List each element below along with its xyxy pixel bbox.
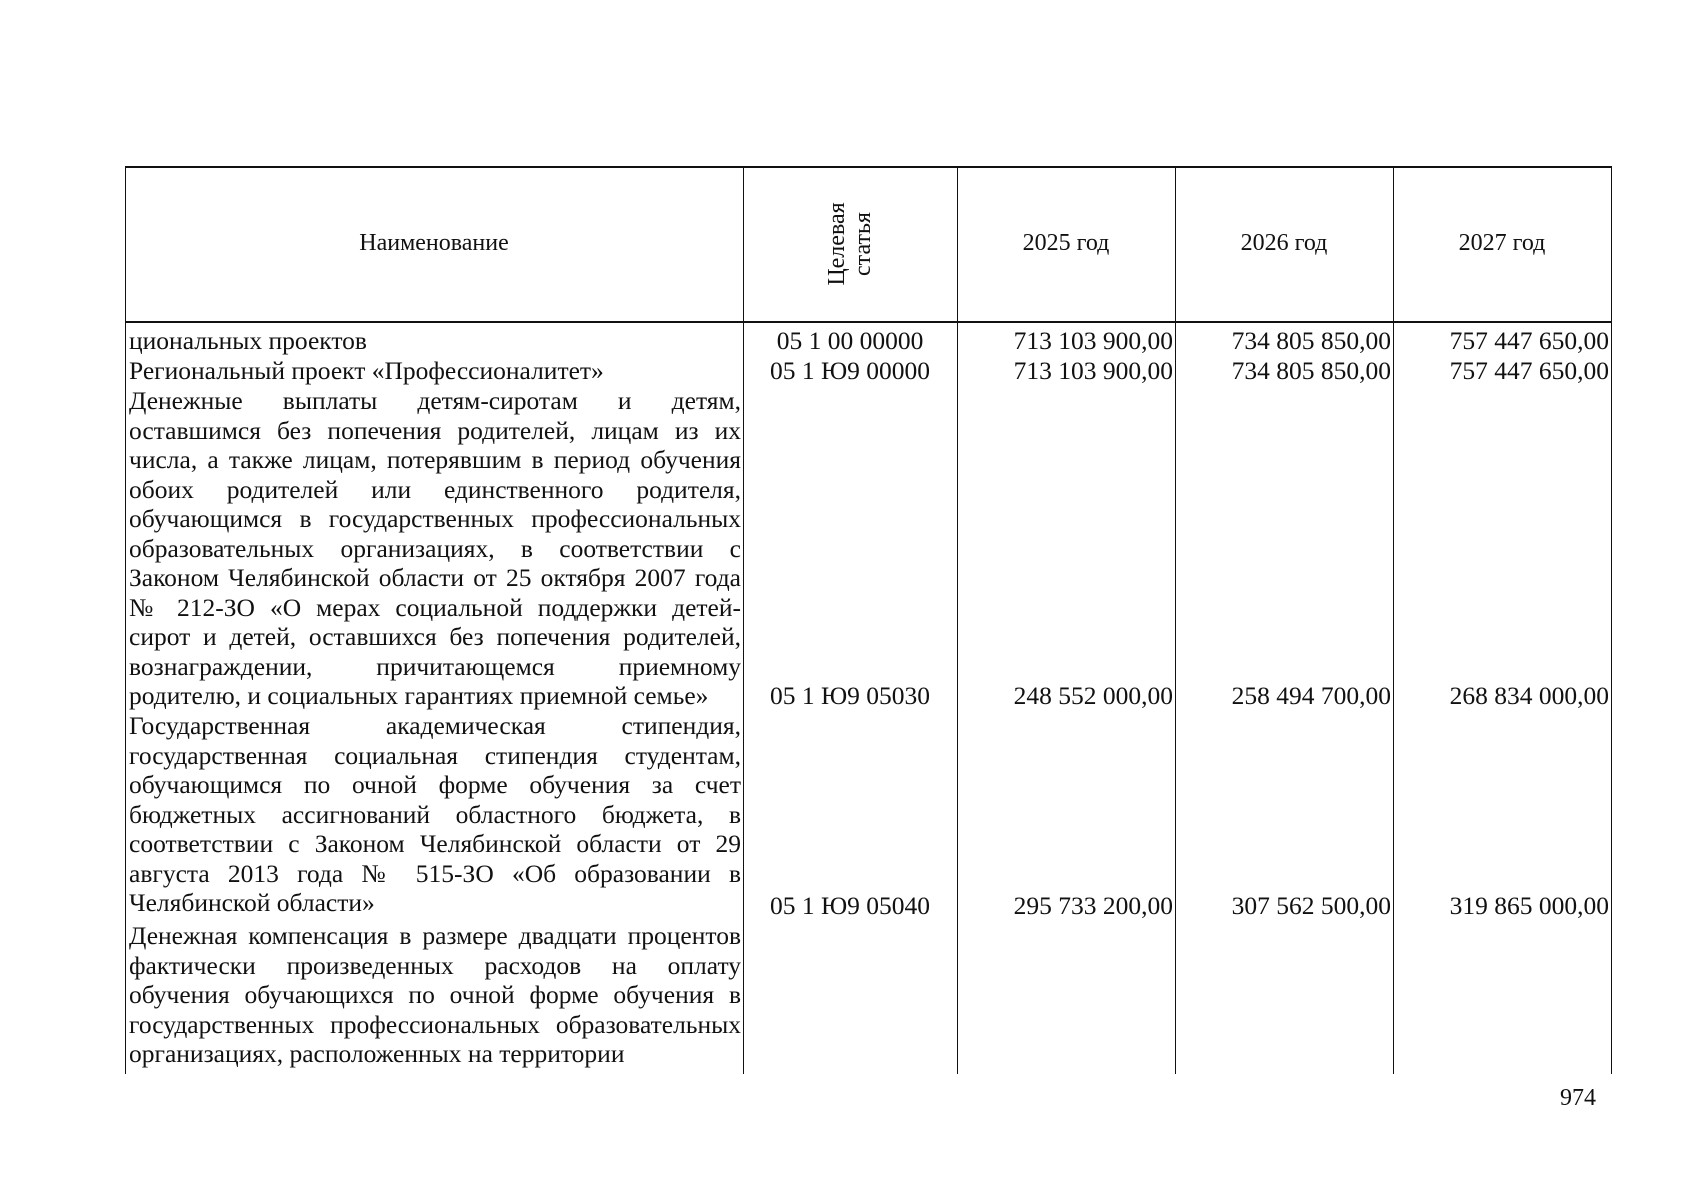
- column-border: [1611, 166, 1612, 1074]
- page-number: 974: [1560, 1085, 1596, 1111]
- header-code: [743, 166, 957, 321]
- row-2-2025: 248 552 000,00: [1013, 681, 1173, 710]
- header-name-label: Наименование: [359, 230, 509, 256]
- row-2-name: Денежные выплаты детям-сиротам и детям, оставшимся без попечения родителей, лицам из их числа, а также лицам, потерявшим в период обучения обоих родителей или единственного родителя, обучающимся в государственных профессиональных образовательных организациях, в соответствии с Законом Челябинской области от 25 октября 2007 года № 212-ЗО «О мерах социальной поддержки детей-сирот и детей, оставшихся без попечения родителей, вознаграждении, причитающемся приемному родителю, и социальных гарантиях приемной семье»: [129, 386, 741, 710]
- header-2026-label: 2026 год: [1240, 230, 1328, 256]
- budget-table: [125, 166, 1612, 1074]
- row-3-2027: 319 865 000,00: [1449, 891, 1609, 920]
- row-1-2026: 734 805 850,00: [1231, 356, 1391, 385]
- header-2025-label: 2025 год: [1022, 230, 1110, 256]
- row-3-name: Государственная академическая стипендия, государственная социальная стипендия студентам, обучающимся по очной форме обучения за счет бюджетных ассигнований областного бюджета, в соответствии с Законом Челябинской области от 29 августа 2013 года № 515-ЗО «Об образовании в Челябинской области»: [129, 711, 741, 917]
- row-0-code: 05 1 00 00000: [776, 326, 924, 355]
- header-code-label: Целевая статья: [824, 201, 876, 286]
- row-1-2027: 757 447 650,00: [1449, 356, 1609, 385]
- row-0-2026: 734 805 850,00: [1231, 326, 1391, 355]
- row-3-code: 05 1 Ю9 05040: [769, 891, 931, 920]
- header-2025: [957, 166, 1175, 321]
- row-0-2025: 713 103 900,00: [1013, 326, 1173, 355]
- row-3-2026: 307 562 500,00: [1231, 891, 1391, 920]
- row-1-code: 05 1 Ю9 00000: [769, 356, 931, 385]
- header-2027-label: 2027 год: [1458, 230, 1546, 256]
- row-2-2026: 258 494 700,00: [1231, 681, 1391, 710]
- row-1-name: Региональный проект «Профессионалитет»: [129, 356, 604, 385]
- row-0-name: циональных проектов: [129, 326, 367, 355]
- header-name: [125, 166, 743, 321]
- row-0-2027: 757 447 650,00: [1449, 326, 1609, 355]
- row-3-2025: 295 733 200,00: [1013, 891, 1173, 920]
- row-1-2025: 713 103 900,00: [1013, 356, 1173, 385]
- header-2026: [1175, 166, 1393, 321]
- row-4-name: Денежная компенсация в размере двадцати процентов фактически произведенных расходов на оплату обучения обучающихся по очной форме обучения в государственных профессиональных образовательных организациях, расположенных на территории: [129, 921, 741, 1068]
- header-2027: [1393, 166, 1611, 321]
- header-bottom-border: [125, 321, 1612, 323]
- row-2-code: 05 1 Ю9 05030: [769, 681, 931, 710]
- row-2-2027: 268 834 000,00: [1449, 681, 1609, 710]
